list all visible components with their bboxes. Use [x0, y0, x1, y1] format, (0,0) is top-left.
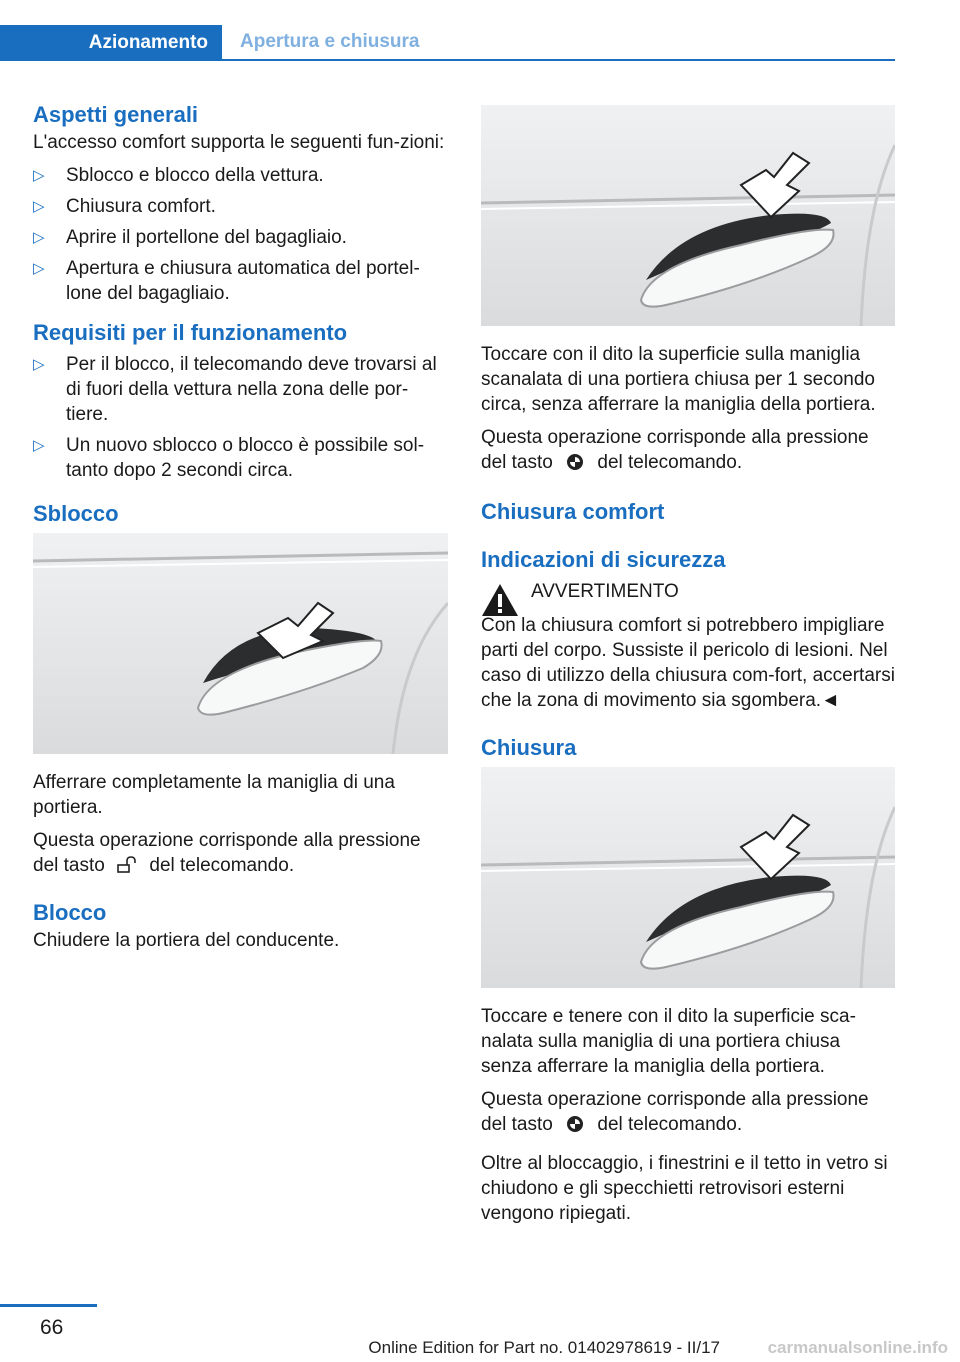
heading-close: Chiusura: [481, 735, 577, 760]
door-handle-close-image: [481, 767, 895, 988]
heading-requirements: Requisiti per il funzionamento: [33, 320, 348, 345]
paragraph-touch-1: Toccare con il dito la superficie sulla maniglia scanalata di una portiera chiusa per 1 secondo circa, senza afferrare la maniglia della portiera.: [481, 344, 876, 415]
page-number: 66: [40, 1316, 64, 1339]
warning-triangle-icon: [481, 583, 519, 617]
unlock-key-icon: [116, 856, 138, 874]
bmw-logo-key-icon: [564, 1115, 586, 1133]
list-item: ▷ Chiusura comfort.: [33, 196, 216, 217]
edition-text: Online Edition for Part no. 01402978619 - II/17: [368, 1338, 720, 1357]
paragraph-lock: Chiudere la portiera del conducente.: [33, 930, 340, 951]
bullet-triangle-icon: ▷: [33, 356, 45, 373]
heading-unlock: Sblocco: [33, 501, 119, 526]
paragraph-unlock-2: Questa operazione corrisponde alla pressione del tasto del telecomando.: [33, 830, 421, 876]
bullet-triangle-icon: ▷: [33, 260, 45, 277]
warning-title: AVVERTIMENTO: [531, 581, 679, 602]
bullet-triangle-icon: ▷: [33, 229, 45, 246]
heading-general: Aspetti generali: [33, 102, 199, 127]
heading-safety: Indicazioni di sicurezza: [481, 547, 726, 572]
paragraph-close-3: Oltre al bloccaggio, i finestrini e il tetto in vetro si chiudono e gli specchietti retrovisori esterni vengono ripiegati.: [481, 1153, 888, 1224]
watermark: carmanualsonline.info: [767, 1338, 948, 1357]
requirements-list: [33, 352, 448, 483]
tab-apertura-chiusura[interactable]: Apertura e chiusura: [222, 25, 895, 61]
bullet-triangle-icon: ▷: [33, 167, 45, 184]
paragraph-general: L'accesso comfort supporta le seguenti fun-zioni:: [33, 132, 445, 153]
door-handle-touch-image: [481, 105, 895, 326]
general-list: [33, 163, 448, 306]
warning-block: [481, 579, 895, 617]
list-item: ▷ Apertura e chiusura automatica del portel-lone del bagagliaio.: [33, 258, 420, 304]
list-item: ▷ Per il blocco, il telecomando deve trovarsi al di fuori della vettura nella zona delle por-tiere.: [33, 354, 437, 425]
bullet-triangle-icon: ▷: [33, 198, 45, 215]
right-column: [481, 105, 895, 1234]
door-handle-unlock-image: [33, 533, 448, 754]
paragraph-close-2: Questa operazione corrisponde alla pressione del tasto del telecomando.: [481, 1089, 869, 1135]
bullet-triangle-icon: ▷: [33, 437, 45, 454]
heading-lock: Blocco: [33, 900, 107, 925]
list-item: ▷ Un nuovo sblocco o blocco è possibile sol-tanto dopo 2 secondi circa.: [33, 435, 425, 481]
heading-comfort: Chiusura comfort: [481, 499, 665, 524]
tab-azionamento[interactable]: Azionamento: [0, 25, 222, 61]
left-column: [33, 100, 448, 961]
list-item: ▷ Sblocco e blocco della vettura.: [33, 165, 324, 186]
warning-text: Con la chiusura comfort si potrebbero impigliare parti del corpo. Sussiste il pericolo di lesioni. Nel caso di utilizzo della chiusura com-fort, accertarsi che la zona di movimento sia sgombera.◄: [481, 615, 895, 711]
footer-rule: [0, 1304, 97, 1307]
paragraph-unlock-1: Afferrare completamente la maniglia di una portiera.: [33, 772, 395, 818]
list-item: ▷ Aprire il portellone del bagagliaio.: [33, 227, 347, 248]
paragraph-touch-2: Questa operazione corrisponde alla pressione del tasto del telecomando.: [481, 427, 869, 473]
bmw-logo-key-icon: [564, 453, 586, 471]
section-tabs: [0, 25, 895, 61]
paragraph-close-1: Toccare e tenere con il dito la superficie sca-nalata sulla maniglia di una portiera chiusa senza afferrare la maniglia della portiera.: [481, 1006, 856, 1077]
